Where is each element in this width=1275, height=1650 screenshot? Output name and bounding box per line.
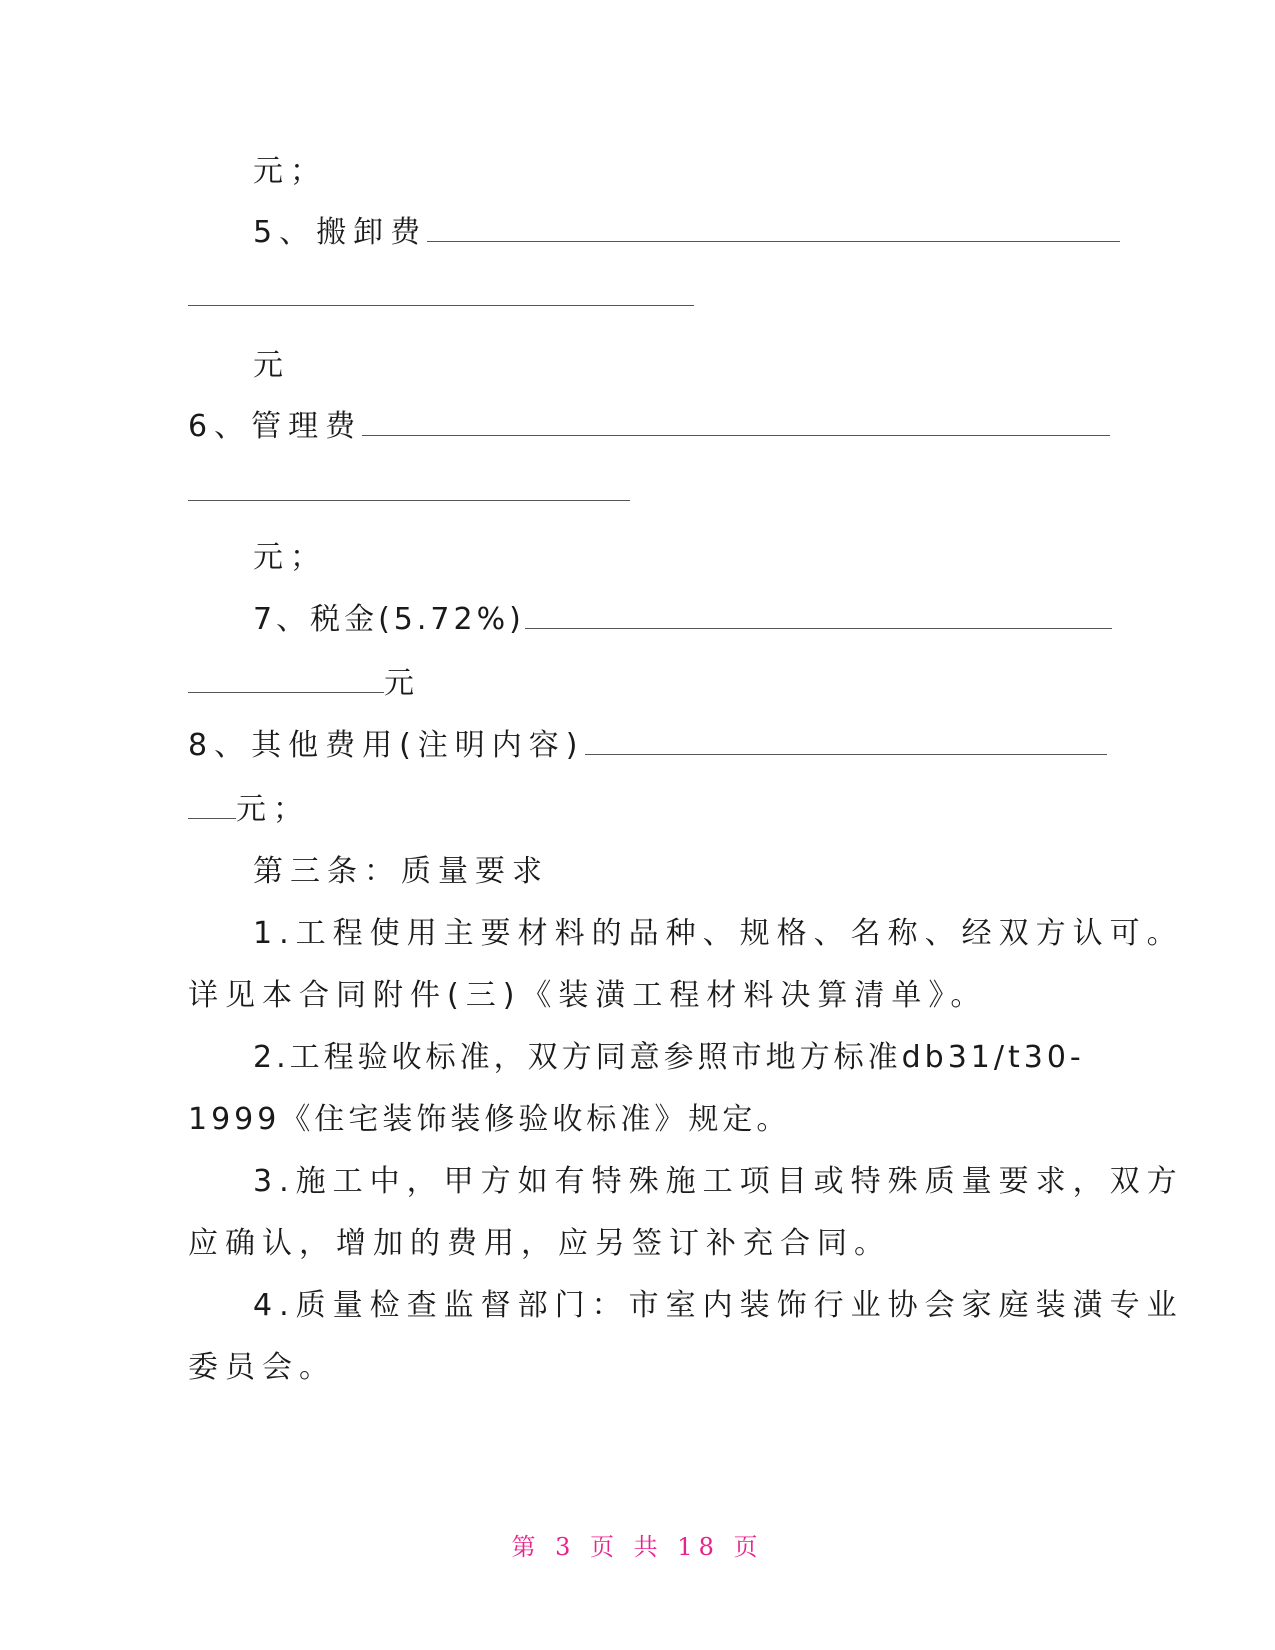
blank-line — [585, 726, 1107, 755]
unit-text: 元； — [253, 154, 327, 189]
fee-label: 8、其他费用(注明内容) — [188, 728, 585, 763]
fee-line-7 — [253, 600, 1112, 640]
unit-text: 元； — [236, 792, 310, 827]
unit-text: 元 — [384, 666, 421, 701]
blank-line — [427, 213, 1120, 242]
fee-line-6-unit — [253, 538, 327, 578]
blank-line — [188, 790, 236, 819]
fee-line-8 — [188, 726, 1107, 766]
article-line: 1999《住宅装饰装修验收标准》规定。 — [188, 1102, 791, 1137]
fee-label: 5、搬卸费 — [253, 215, 428, 250]
fee-line-7-unit — [188, 664, 421, 704]
unit-text: 元； — [253, 540, 327, 575]
fee-line-5-unit — [253, 346, 290, 386]
article-line: 3.施工中，甲方如有特殊施工项目或特殊质量要求，双方 — [253, 1164, 1184, 1199]
article-line: 4.质量检查监督部门：市室内装饰行业协会家庭装潢专业 — [253, 1288, 1184, 1323]
blank-line — [188, 305, 694, 306]
article-heading: 第三条：质量要求 — [253, 854, 549, 889]
unit-text: 元 — [253, 348, 290, 383]
article-line: 委员会。 — [188, 1350, 336, 1385]
article-line: 1.工程使用主要材料的品种、规格、名称、经双方认可。 — [253, 916, 1184, 951]
article-line: 2.工程验收标准，双方同意参照市地方标准db31/t30- — [253, 1040, 1085, 1075]
article-line: 应确认，增加的费用，应另签订补充合同。 — [188, 1226, 891, 1261]
article-line: 详见本合同附件(三)《装潢工程材料决算清单》。 — [188, 978, 988, 1013]
fee-label: 7、税金(5.72%) — [253, 602, 525, 637]
fee-line-6 — [188, 407, 1110, 447]
fee-line-4-unit — [253, 152, 327, 192]
blank-line — [188, 664, 384, 693]
fee-line-5 — [253, 213, 1120, 253]
fee-line-8-unit — [188, 790, 310, 830]
blank-line — [525, 600, 1112, 629]
page-number-footer: 第 3 页 共 18 页 — [511, 1533, 764, 1561]
blank-line — [362, 407, 1110, 436]
fee-label: 6、管理费 — [188, 409, 363, 444]
blank-line — [188, 500, 630, 501]
